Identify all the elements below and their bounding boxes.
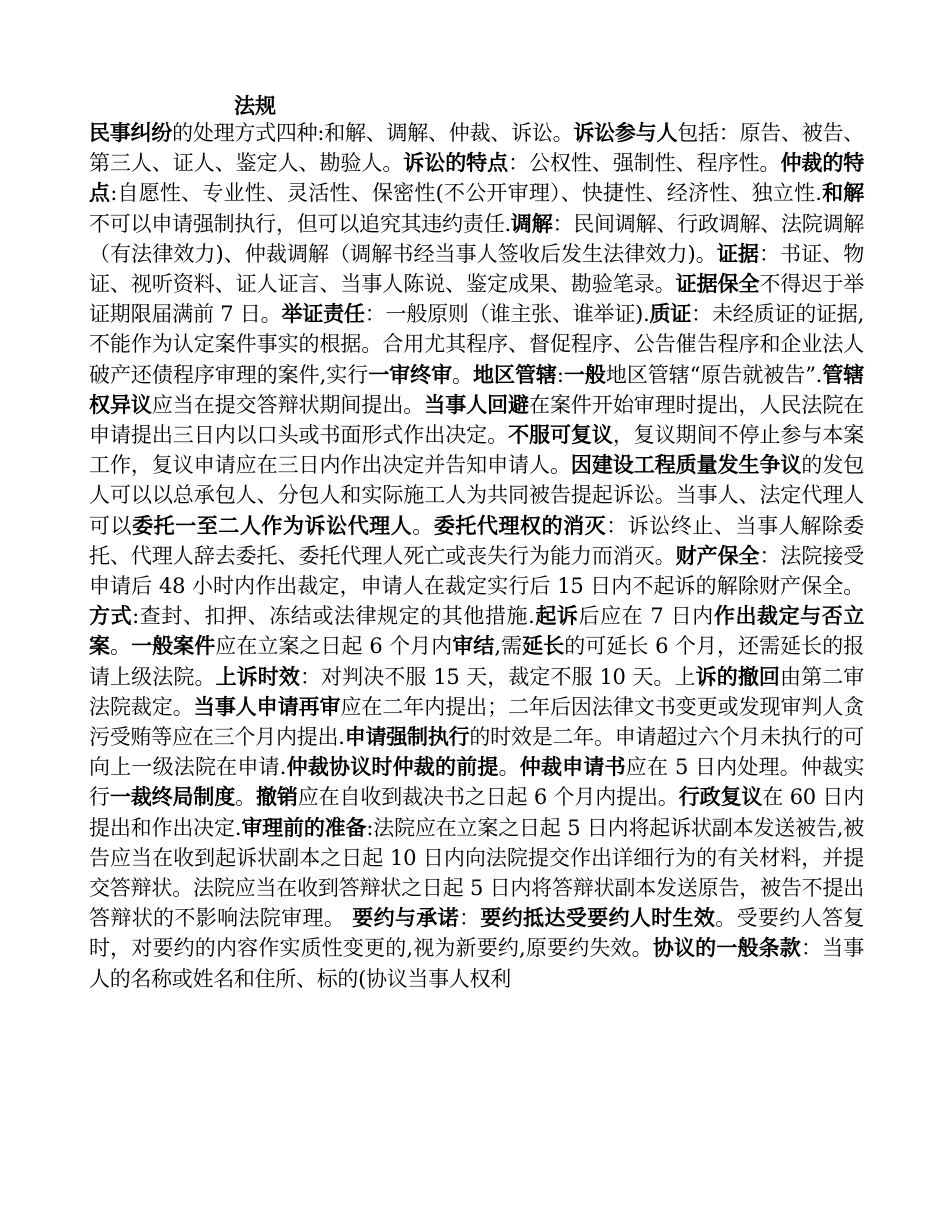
text-run: 的时效是二年。申请超过六个月未执行的可向上一级法院在申请. [89,725,864,780]
bold-term: 申请强制执行 [344,724,470,750]
bold-term: 举证责任 [281,301,365,327]
bold-term: 诉讼参与人 [573,120,678,145]
text-run: ：当事人的名称或姓名和住所、标的(协议当事人权利 [89,936,864,991]
bold-term: 要约抵达受要约人时生效 [480,905,716,931]
text-run: 在案件开始审理时提出，人民法院在申请提出三日内以口头或书面形式作出决定。 [89,392,864,448]
text-run: ：一般原则（谁主张、谁举证). [364,302,650,327]
bold-term: 一般 [563,361,606,387]
bold-term: 管辖权异议 [89,361,864,417]
bold-term: 民事纠纷 [89,120,173,145]
bold-term: 当事人回避 [424,391,530,417]
text-run: 的发包人可以以总承包人、分包人和实际施工人为共同被告提起诉讼。当事人、法定代理人可以 [89,453,864,538]
bold-term: 诉讼的特点 [403,150,509,176]
text-run: 不可以申请强制执行，但可以追究其违约责任. [89,211,511,236]
text-run: ：未经质证的证据,不能作为认定案件事实的根据。合用尤其程序、督促程序、公告催告程序和企业法人破产还债程序审理的案件,实行 [89,302,864,387]
bold-term: 起诉 [534,603,579,629]
text-run: 。 [498,755,520,780]
text-run: ：书证、物证、视听资料、证人证言、当事人陈说、鉴定成果、勘验笔录。 [89,241,865,297]
text-run: ：诉讼终止、当事人解除委托、代理人辞去委托、委托代理人死亡或丧失行为能力而消灭。 [89,513,864,568]
text-run: 。受要约人答复时，对要约的内容作实质性变更的,视为新要约,原要约失效。 [89,906,865,961]
bold-term: 财产保全 [675,542,760,568]
bold-term: 证据保全 [675,271,760,297]
bold-term: 因建设工程质量发生争议 [570,452,802,478]
text-run: ：对判决不服 15 天，裁定不服 10 天。上 [299,664,696,689]
bold-term: 地区管辖 [473,361,557,387]
text-run: 应在自收到裁决书之日起 6 个月内提出。 [297,785,679,810]
text-run: 应在二年内提出；二年后因法律文书变更或发现审判人贪污受贿等应在三个月内提出. [89,694,864,750]
bold-term: 行政复议 [678,784,763,810]
text-run: 的可延长 6 个月，还需延长的报请上级法院。 [89,634,864,689]
bold-term: 上诉时效 [215,663,300,689]
text-run: 应在 5 日内处理。仲裁实行 [89,755,865,810]
text-run: :自愿性、专业性、灵活性、保密性(不公开审理）、快捷性、经济性、独立性. [110,181,822,206]
text-run: ：公权性、强制性、程序性。 [508,151,781,176]
bold-term: 一裁终局制度 [109,784,236,810]
text-run: 。 [235,785,256,810]
text-run: 。 [412,513,434,538]
bold-term: 委托代理权的消灭 [433,512,607,538]
bold-term: 方式 [89,603,133,629]
document-title: 法规 [234,93,276,118]
text-run: ： [459,906,481,931]
text-run: 应当在提交答辩状期间提出。 [151,392,425,417]
text-run: 由第二审法院裁定。 [89,664,864,719]
bold-term: 撤销 [256,784,298,810]
text-run: :法院应在立案之日起 5 日内将起诉状副本发送被告,被告应当在收到起诉状副本之日起 10 日内向法院提交作出详细行为的有关材料，并提交答辩状。法院应当在收到答辩状之日起 5 日内将答辩状副本发送原告，被告不提出答辩状的不影响法院审理。 [89,815,864,931]
text-run: 在 60 日内提出和作出决定. [89,785,864,840]
bold-term: 仲裁申请书 [519,754,626,780]
bold-term: 和解 [821,180,864,206]
text-run: 的处理方式四种:和解、调解、仲裁、诉讼。 [172,121,574,145]
bold-term: 要约与承诺 [352,905,459,931]
text-run: 后应在 7 日内 [578,604,714,629]
bold-term: 委托一至二人作为诉讼代理人 [132,512,413,538]
text-run: :查封、扣押、冻结或法律规定的其他措施. [132,604,535,629]
bold-term: 调解 [510,210,553,236]
text-run: 不得迟于举证期限届满前 7 日。 [89,272,864,327]
bold-term: 不服可复议 [508,422,613,448]
bold-term: 审结 [452,633,495,659]
text-run: ：民间调解、行政调解、法院调解（有法律效力)、仲裁调解（调解书经当事人签收后发生法律效力)。 [89,211,864,266]
text-run: 包括：原告、被告、第三人、证人、鉴定人、勘验人。 [89,121,864,176]
bold-term: 一般案件 [131,633,216,659]
text-run: ，复议期间不停止参与本案工作，复议申请应在三日内作出决定并告知申请人。 [89,423,865,478]
text-run: 应在立案之日起 6 个月内 [215,634,453,659]
text-run: ：法院接受申请后 48 小时内作出裁定，申请人在裁定实行后 15 日内不起诉的解除财产保全。 [89,543,864,599]
bold-term: 协议的一般条款 [652,935,801,961]
bold-term: 证据 [716,240,759,266]
document-body [89,118,864,994]
bold-term: 审理前的准备 [241,814,367,840]
text-run: 地区管辖“原告就被告”. [605,362,823,387]
bold-term: 质证 [649,301,692,327]
bold-term: 当事人申请再审 [193,693,341,719]
text-run: : [556,362,564,387]
bold-term: 仲裁的特点 [89,150,865,206]
text-run: 。 [452,362,474,387]
bold-term: 一审终审 [368,361,453,387]
text-run: 。 [110,634,132,659]
bold-term: 作出裁定与否立案 [89,603,865,659]
bold-term: 延长 [522,633,565,659]
bold-term: 诉的撤回 [695,663,781,689]
bold-term: 仲裁协议时仲裁的前提 [286,754,499,780]
text-run: ,需 [494,634,523,659]
